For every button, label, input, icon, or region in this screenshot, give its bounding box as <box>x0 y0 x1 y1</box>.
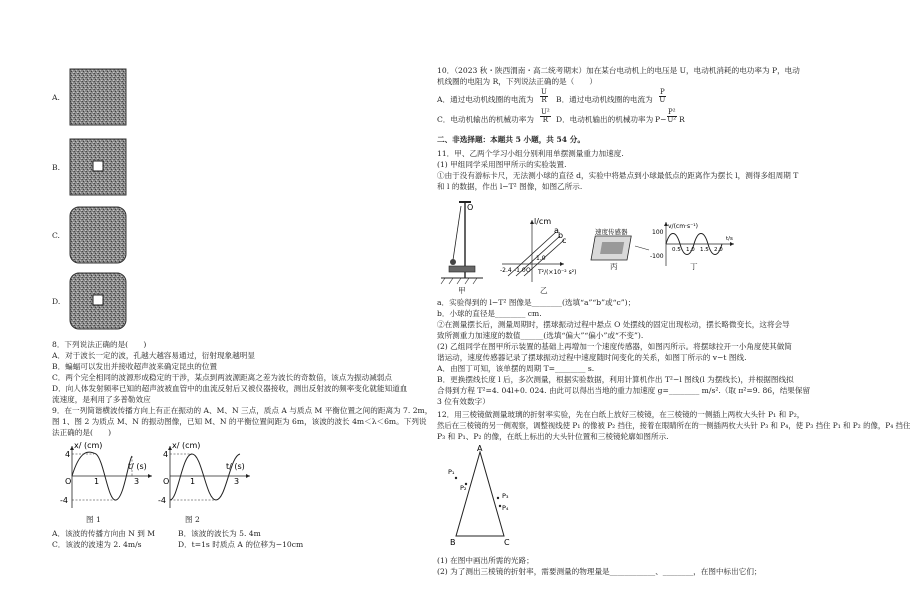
q8-stem: 8．下列说法正确的是( ) <box>52 340 147 349</box>
q9-line2: 图 1、图 2 为质点 M、N 的振动图像，已知 M、N 的平衡位置间距为 6m，该波的波长 4m＜λ＜6m。下列说 <box>52 417 427 426</box>
q9-fig2-yneg: -4 <box>158 496 166 505</box>
q11-part-e: A．由图丁可知，该单摆的周期 T=________ s. <box>437 364 595 373</box>
q9-option-d: D．t=1s 时质点 A 的位移为−10cm <box>178 540 304 549</box>
q11-line4: 和 l 的数据，作出 l−T² 图像，如图乙所示. <box>437 182 583 191</box>
q10-line1: 10．（2023 秋・陕西渭南・高二统考期末）加在某台电动机上的电压是 U，电动机消耗的电功率为 P，电动 <box>437 66 800 75</box>
q8-option-d: D．向人体发射频率已知的超声波被血管中的血流反射后又被仪器接收，测出反射波的频率变化就能知道血 <box>52 384 408 393</box>
q10-option-d: D．电动机输出的机械功率为 <box>556 115 654 124</box>
q9-figure-1 <box>56 442 156 514</box>
q11-fig-yi-tick-1: -1.0 <box>514 267 526 274</box>
q11-part-c1: ②在测量摆长后，测量周期时，摆球振动过程中悬点 O 处摆线的固定出现松动，摆长略微变长，这将会导 <box>437 320 790 329</box>
q9-fig2-t1: 1 <box>190 477 196 486</box>
q12-prism-figure <box>440 446 520 546</box>
option-d-label: D. <box>52 297 61 306</box>
q10-fraction-a: U R <box>541 88 547 104</box>
q11-line2: (1) 甲组同学采用图甲所示的实验装置. <box>437 160 567 169</box>
q11-fig-yi-tick-2: O <box>526 267 531 274</box>
q11-figure-yi <box>498 216 577 286</box>
q9-fig1-origin: O <box>65 477 72 486</box>
q12-step-1: (1) 在图中画出所需的光路； <box>437 556 534 565</box>
q12-line3: P₃ 和 P₁、P₂ 的像，在纸上标出的大头针位置和三棱镜轮廓如图所示. <box>437 432 669 441</box>
q12-step-2: (2) 为了测出三棱镜的折射率，需要测量的物理量是____________、________，在图中标出它们； <box>437 567 762 576</box>
q11-fig-yi-caption: 乙 <box>540 286 548 295</box>
q9-fig2-caption: 图 2 <box>185 515 200 524</box>
q12-line1: 12．用三棱镜做测量玻璃的折射率实验，先在白纸上放好三棱镜，在三棱镜的一侧插上两枚大头针 P₁ 和 P₂， <box>437 410 805 419</box>
q9-line3: 法正确的是( ) <box>52 428 112 437</box>
q10-option-a: A．通过电动机线圈的电流为 <box>437 95 534 104</box>
q10-fraction-d: P² U² <box>667 108 677 124</box>
q8-option-c: C．两个完全相同的波源形成稳定的干涉，某点到两波源距离之差为波长的奇数倍，该点为振动减弱点 <box>52 373 392 382</box>
q11-fig-ding-100: 100 <box>652 229 664 236</box>
q12-line2: 然后在三棱镜的另一侧观察，调整视线使 P₁ 的像被 P₂ 挡住，接着在眼睛所在的一侧插两枚大头针 P₃ 和 P₄，使 P₃ 挡住 P₁ 和 P₂ 的像，P₄ 挡住 <box>437 421 910 430</box>
q11-figure-jia <box>437 198 487 294</box>
q9-fig1-t1: 1 <box>94 477 100 486</box>
q10-option-c: C．电动机输出的机械功率为 <box>437 115 534 124</box>
q9-fig1-yneg: -4 <box>60 496 68 505</box>
q11-fig-ding-tick-0: 0.5 <box>672 247 681 253</box>
q11-fig-yi-a: a <box>554 226 559 235</box>
q9-option-a: A．该波的传播方向由 N 到 M <box>52 529 156 538</box>
q11-part-b: b．小球的直径是________ cm. <box>437 309 542 318</box>
q9-fig1-caption: 图 1 <box>86 515 101 524</box>
q11-fig-yi-c: c <box>562 236 567 245</box>
q11-fig-ding-xlabel: t/s <box>726 236 733 242</box>
q11-fig-yi-tick-0: -2.4 <box>500 267 512 274</box>
q9-fig1-t3: 3 <box>134 477 140 486</box>
q8-option-a: A．对于波长一定的波，孔越大越容易通过，衍射现象越明显 <box>52 351 255 360</box>
q9-fig1-ypos: 4 <box>65 450 71 459</box>
q11-fig-yi-tick-3: 1.0 <box>536 255 546 262</box>
q11-line3: ①由于没有游标卡尺，无法测小球的直径 d，实验中将悬点到小球最低点的距离作为摆长 l，测得多组周期 T <box>437 171 799 180</box>
q10-fraction-d-suffix: R <box>679 115 685 124</box>
q8-option-b: B．蝙蝠可以发出并接收超声波来确定昆虫的位置 <box>52 362 218 371</box>
q11-fig-jia-o: O <box>467 203 474 212</box>
q12-fig-p1: P₁ <box>448 468 455 476</box>
q12-fig-c: C <box>504 538 510 547</box>
q11-fig-yi-xlabel: T²/(×10⁻² s²) <box>538 269 577 276</box>
q9-fig1-xlabel: t/ (s) <box>128 462 147 471</box>
q11-fig-ding-tick-3: 2.0 <box>714 247 723 253</box>
q11-line1: 11．甲、乙两个学习小组分别利用单摆测量重力加速度. <box>437 149 624 158</box>
section-2-heading: 二、非选择题：本题共 5 小题，共 54 分。 <box>437 135 585 144</box>
q11-part-f3: 3 位有效数字） <box>437 397 490 406</box>
q11-part-f2: 合得到方程 T²=4. 04l+0. 024. 由此可以得出当地的重力加速度 g=________ m/s².（取 π²=9. 86，结果保留 <box>437 386 811 395</box>
q12-fig-p3: P₃ <box>502 492 509 500</box>
q11-fig-yi-b: b <box>558 231 564 240</box>
q9-fig2-xlabel: t/ (s) <box>226 462 245 471</box>
q11-part-d1: (2) 乙组同学在图甲所示装置的基础上再增加一个速度传感器，如图丙所示。将摆球拉开一小角度使其做简 <box>437 342 792 351</box>
q11-fig-ding-ylabel: v/(cm·s⁻¹) <box>668 223 699 230</box>
q8-option-d-cont: 流速度，是利用了多普勒效应 <box>52 395 151 404</box>
option-b-label: B. <box>52 163 60 172</box>
q9-fig2-ylabel: x/ (cm) <box>172 441 201 450</box>
q9-figure-2 <box>154 442 254 514</box>
option-a-label: A. <box>52 93 60 102</box>
q12-fig-b: B <box>450 538 456 547</box>
q10-option-b: B．通过电动机线圈的电流为 <box>556 95 653 104</box>
q9-option-c: C．该波的波速为 2. 4m/s <box>52 540 142 549</box>
q10-fraction-b: P U <box>659 88 666 104</box>
q12-fig-p2: P₂ <box>460 484 467 492</box>
q11-fig-yi-ylabel: l/cm <box>534 217 552 226</box>
option-a-image <box>70 69 126 125</box>
q9-line1: 9．在一列简谐横波传播方向上有正在振动的 A、M、N 三点，质点 A 与质点 M 平衡位置之间的距离为 7. 2m， <box>52 406 433 415</box>
q11-figure-bing <box>591 226 651 276</box>
q9-fig2-t3: 3 <box>234 477 240 486</box>
q12-fig-p4: P₄ <box>502 504 509 512</box>
q11-part-c2: 致所测重力加速度的数值______(选填“偏大”“偏小”或“不变”). <box>437 331 644 340</box>
q11-fig-ding-tick-1: 1.0 <box>686 247 695 253</box>
q11-part-f1: B．更换摆线长度 l 后，多次测量，根据实验数据，利用计算机作出 T²−l 图线(l 为摆线长)，并根据图线拟 <box>437 375 794 384</box>
q9-fig2-origin: O <box>163 477 170 486</box>
q11-part-d2: 谐运动，速度传感器记录了摆球振动过程中速度随时间变化的关系，如图丁所示的 v−t 图线. <box>437 353 747 362</box>
q11-fig-ding-tick-2: 1.5 <box>700 247 709 253</box>
q11-fig-jia-caption: 甲 <box>458 286 466 295</box>
q10-line2: 机线圈的电阻为 R，下列说法正确的是（ ） <box>437 77 598 86</box>
q10-fraction-d-prefix: P− <box>655 115 667 124</box>
q11-fig-bing-caption: 丙 <box>610 262 618 271</box>
option-c-image <box>70 207 126 263</box>
option-c-label: C. <box>52 231 60 240</box>
q11-part-a: a．实验得到的 l−T² 图像是________(选填“a”“b”或“c”)； <box>437 298 636 307</box>
option-b-image <box>70 139 126 195</box>
q11-fig-ding-caption: 丁 <box>690 262 698 271</box>
q10-fraction-c: U² R <box>541 108 550 124</box>
q9-option-b: B．该波的波长为 5. 4m <box>178 529 261 538</box>
option-d-image <box>70 273 126 329</box>
q11-fig-ding-minus100: -100 <box>650 253 664 260</box>
q12-fig-a: A <box>477 444 483 453</box>
q9-fig1-ylabel: x/ (cm) <box>74 441 103 450</box>
q11-fig-bing-sensor: 速度传感器 <box>595 228 628 236</box>
q9-fig2-ypos: 4 <box>163 450 169 459</box>
